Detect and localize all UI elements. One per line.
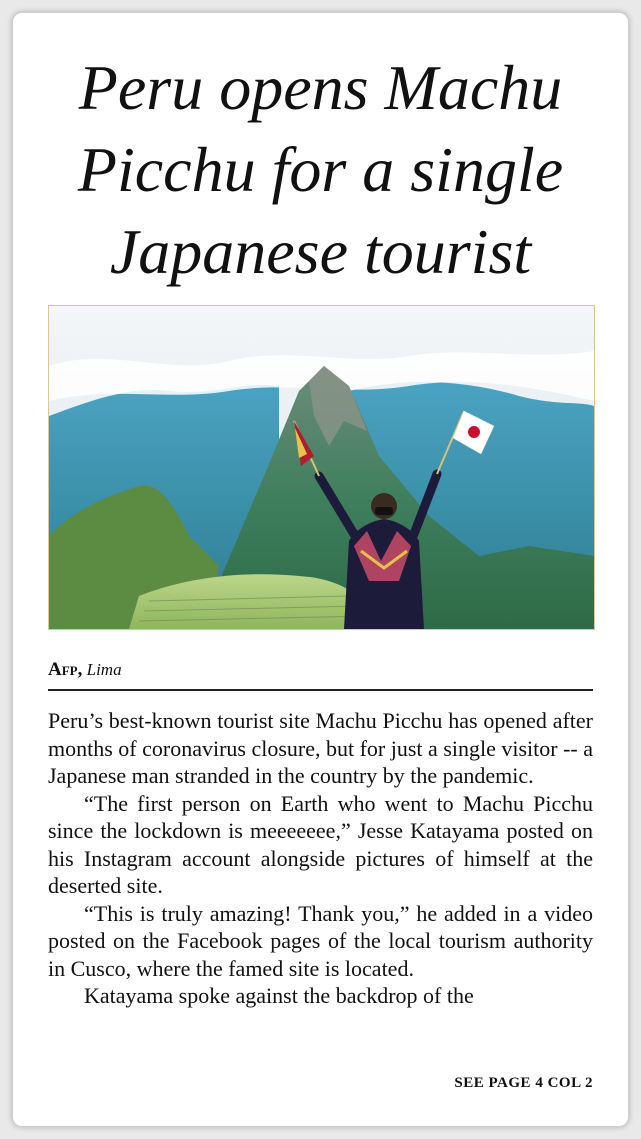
byline-city: Lima xyxy=(86,660,122,679)
article-paragraph: “This is truly amazing! Thank you,” he added in a video posted on the Facebook pages of the local tourism authority in Cusco, where the famed site is located. xyxy=(48,900,593,981)
article-photo xyxy=(48,305,595,630)
news-card xyxy=(12,12,629,1127)
byline-divider xyxy=(48,689,593,691)
byline-agency: Afp, xyxy=(48,659,83,680)
continuation-jump: SEE PAGE 4 COL 2 xyxy=(454,1075,593,1091)
headline: Peru opens Machu Picchu for a single Japanese tourist xyxy=(77,52,564,287)
article-body xyxy=(48,707,593,1010)
byline xyxy=(48,659,122,681)
article-paragraph: Katayama spoke against the backdrop of the xyxy=(84,983,474,1008)
article-paragraph: Peru’s best-known tourist site Machu Picchu has opened after months of coronavirus closure, but for just a single visitor -- a Japanese man stranded in the country by the pandemic. xyxy=(48,708,594,788)
article-paragraph: “The first person on Earth who went to Machu Picchu since the lockdown is meeeeeee,” Jesse Katayama posted on his Instagram account alongside pictures of himself at the deserted site. xyxy=(48,790,593,898)
machu-picchu-photo-icon xyxy=(49,306,594,629)
